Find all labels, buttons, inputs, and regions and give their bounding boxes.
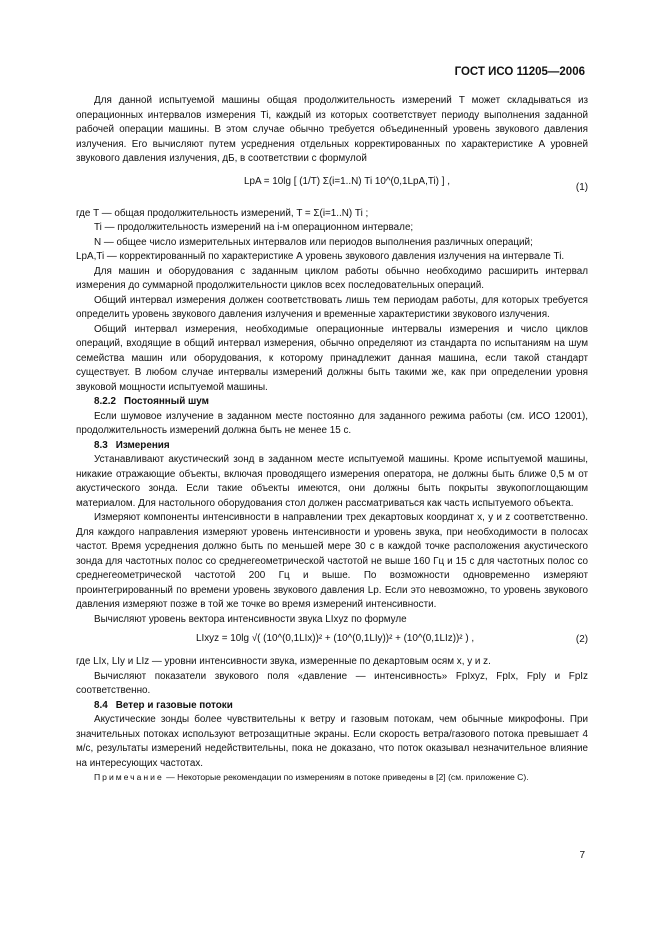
definition: LpA,Ti — корректированный по характеристике А уровень звукового давления излучения на интервале Ti. [76, 251, 565, 262]
note [76, 771, 588, 783]
note-text: — Некоторые рекомендации по измерениям в потоке приведены в [2] (см. приложение С). [166, 772, 529, 782]
body-text [76, 94, 588, 783]
formula-1-number: (1) [575, 181, 588, 193]
paragraph: Общий интервал измерения, необходимые операционные интервалы измерения и число циклов операций, входящие в общий интервал измерения, обычно определяют из стандарта по испытаниям на шум семейства машин или оборудования, к которому принадлежит данная машина, если такой стандарт существует. В любом случае интервалы измерений должны быть такими же, как при определении уровня звуковой мощности испытуемой машины. [76, 323, 588, 393]
section-heading: 8.4 Ветер и газовые потоки [94, 699, 233, 711]
formula-1-expression: LpA = 10lg [ (1/T) Σ(i=1..N) Ti 10^(0,1LpA,Ti) ] , [244, 175, 450, 187]
definition: где LIx, LIy и LIz — уровни интенсивности звука, измеренные по декартовым осям x, y и z. [76, 656, 491, 667]
page-number: 7 [579, 850, 585, 861]
section-heading: 8.2.2 Постоянный шум [94, 396, 209, 407]
paragraph: Общий интервал измерения должен соответствовать лишь тем периодам работы, для которых требуется определить уровень звукового давления излучения и временные характеристики звукового излучения. [76, 294, 588, 320]
note-label: Примечание [94, 772, 164, 782]
paragraph: Вычисляют показатели звукового поля «давление — интенсивность» FpIxyz, FpIx, FpIy и FpIz соответственно. [76, 670, 588, 696]
section-heading: 8.3 Измерения [94, 439, 170, 451]
paragraph: Измеряют компоненты интенсивности в направлении трех декартовых координат x, y и z соответственно. Для каждого направления измеряют уровень интенсивности и уровень звука, при необходимости в полосах частот. Время усреднения должно быть по меньшей мере 30 с в каждой точке расположения акустического зонда для частотных полос со среднегеометрической частотой не выше 160 Гц и 15 с для частотных полос со среднегеометрической частотой 200 Гц и выше. По возможности одновременно измеряют проинтегрированный по времени уровень звукового давления Lp. Если это невозможно, то уровень звукового давления измеряют позже в той же точке во время измерений интенсивности. [76, 512, 588, 610]
formula-1 [76, 167, 588, 207]
paragraph: Вычисляют уровень вектора интенсивности звука LIxyz по формуле [94, 613, 407, 625]
formula-2 [76, 627, 588, 655]
paragraph: Для данной испытуемой машины общая продолжительность измерений T может складываться из операционных интервалов измерения Ti, каждый из которых соответствует периоду выполнения заданной рабочей операции машины. В этом случае обычно требуется объединенный уровень звукового давления излучения. Его вычисляют путем усреднения отдельных корректированных по характеристике А уровней звукового давления излучения, дБ, в соответствии с формулой [76, 95, 588, 164]
paragraph: Устанавливают акустический зонд в заданном месте испытуемой машины. Кроме испытуемой машины, никакие отражающие объекты, включая проводящего измерения оператора, не должны быть ближе 0,5 м от акустического зонда. Если такие объекты имеются, они должны быть покрыты звукопоглощающим материалом. Для настольного оборудования стол должен рассматриваться как часть испытуемого объекта. [76, 454, 588, 509]
paragraph: Если шумовое излучение в заданном месте постоянно для заданного режима работы (см. ИСО 12001), продолжительность измерений должна быть не менее 15 с. [76, 410, 588, 436]
formula-2-number: (2) [575, 634, 588, 645]
paragraph: Для машин и оборудования с заданным циклом работы обычно необходимо расширить интервал измерения до суммарной продолжительности циклов всех последовательных операций. [76, 265, 588, 291]
definition: где T — общая продолжительность измерений, T = Σ(i=1..N) Ti ; [76, 207, 369, 219]
paragraph: Акустические зонды более чувствительны к ветру и газовым потокам, чем обычные микрофоны. При значительных потоках используют ветрозащитные экраны. Если скорость ветра/газового потока превышает 4 м/с, результаты измерений недействительны, пока не доказано, что поток оказывал незначительное влияние на интересующих частотах. [76, 714, 588, 769]
document-header: ГОСТ ИСО 11205—2006 [454, 66, 585, 78]
definition: Ti — продолжительность измерений на i-м операционном интервале; [94, 222, 414, 233]
formula-2-expression: LIxyz = 10lg √( (10^(0,1LIx))² + (10^(0,1LIy))² + (10^(0,1LIz))² ) , [196, 633, 475, 644]
definition: N — общее число измерительных интервалов или периодов выполнения различных операций; [94, 236, 533, 248]
